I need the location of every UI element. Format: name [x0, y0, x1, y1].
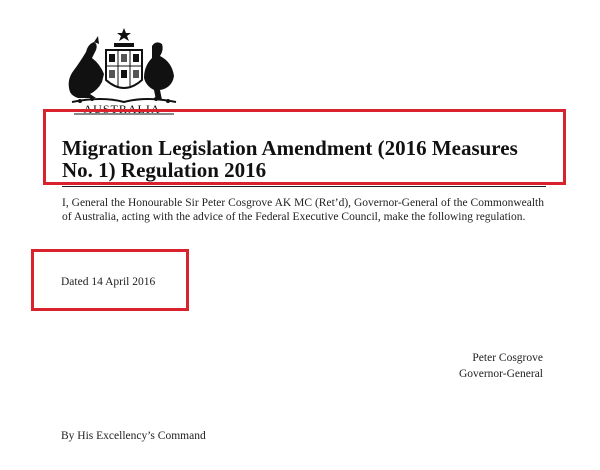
signature-block: [459, 350, 543, 382]
signer-name: Peter Cosgrove: [472, 352, 543, 364]
title-divider: [62, 186, 546, 187]
document-title: Migration Legislation Amendment (2016 Measures No. 1) Regulation 2016: [62, 136, 518, 182]
preamble-text: I, General the Honourable Sir Peter Cosgrove AK MC (Ret’d), Governor-General of the Commonwealth of Australia, acting with the advice of the Federal Executive Council, make the following regulation.: [62, 197, 544, 223]
command-line: By His Excellency’s Command: [61, 430, 206, 442]
signer-title: Governor-General: [458, 368, 543, 380]
coat-of-arms: [52, 22, 192, 122]
crest-label: AUSTRALIA: [83, 102, 161, 116]
dated-line: Dated 14 April 2016: [61, 276, 156, 288]
